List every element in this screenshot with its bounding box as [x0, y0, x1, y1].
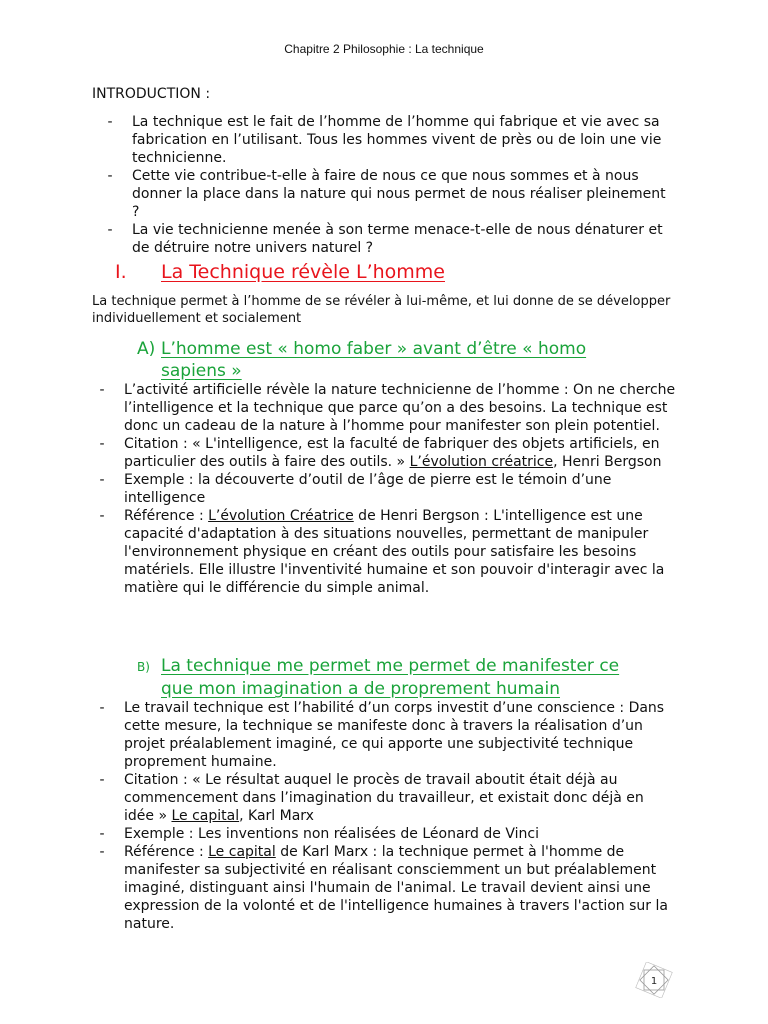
dash-bullet: - [107, 168, 113, 184]
work-title: Le capital [171, 808, 240, 824]
subsection-marker: A) [137, 339, 156, 359]
dash-bullet: - [99, 508, 105, 524]
page-number: 1 [650, 976, 658, 987]
dash-bullet: - [99, 826, 105, 842]
section-b-list [92, 699, 678, 933]
section-number: I. [115, 261, 127, 283]
subsection-title-line1: La technique me permet me permet de manifester ce [161, 656, 620, 676]
list-item: - Citation : « L'intelligence, est la faculté de fabriquer des objets artificiels, en particulier des outils à faire des outils. » L’évolution créatrice, Henri Bergson [92, 435, 678, 471]
dash-bullet: - [99, 844, 105, 860]
list-item: - Cette vie contribue-t-elle à faire de nous ce que nous sommes et à nous donner la place dans la nature qui nous permet de nous réaliser pleinement ? [100, 167, 675, 221]
section-intro-paragraph: La technique permet à l’homme de se révéler à lui-même, et lui donne de se développer individuellement et socialement [92, 294, 671, 326]
section-heading-1 [115, 260, 445, 284]
work-title: L’évolution créatrice [409, 454, 554, 470]
list-item: - L’activité artificielle révèle la nature technicienne de l’homme : On ne cherche l’intelligence et la technique que parce qu’on a des besoins. La technique est donc un cadeau de la nature à l’homme pour manifester son plein potentiel. [92, 381, 678, 435]
page-number-ornament-icon [634, 962, 674, 998]
dash-bullet: - [99, 700, 105, 716]
dash-bullet: - [99, 472, 105, 488]
subsection-heading-a [137, 338, 657, 382]
list-item: - La vie technicienne menée à son terme menace-t-elle de nous dénaturer et de détruire notre univers naturel ? [100, 221, 675, 257]
list-item: - La technique est le fait de l’homme de l’homme qui fabrique et vie avec sa fabrication en l’utilisant. Tous les hommes vivent de près ou de loin une vie technicienne. [100, 113, 675, 167]
subsection-title-line2: sapiens » [161, 361, 242, 381]
work-title: Le capital [208, 844, 276, 860]
intro-list [100, 113, 675, 257]
subsection-marker: B) [137, 660, 150, 674]
list-item: - Citation : « Le résultat auquel le procès de travail aboutit était déjà au commencement dans l’imagination du travailleur, et existait donc déjà en idée » Le capital, Karl Marx [92, 771, 678, 825]
dash-bullet: - [99, 772, 105, 788]
introduction-title: INTRODUCTION : [92, 86, 211, 102]
subsection-title-line1: L’homme est « homo faber » avant d’être « homo [161, 339, 587, 359]
list-item: - Exemple : Les inventions non réalisées de Léonard de Vinci [92, 825, 678, 843]
dash-bullet: - [99, 436, 105, 452]
list-item: - Référence : L’évolution Créatrice de Henri Bergson : L'intelligence est une capacité d'adaptation à des situations nouvelles, permettant de manipuler l'environnement physique en créant des outils pour satisfaire les besoins matériels. Elle illustre l'inventivité humaine et son pouvoir d'interagir avec la matière qui le différencie du simple animal. [92, 507, 678, 597]
work-title: L’évolution Créatrice [208, 508, 354, 524]
subsection-heading-b [137, 655, 677, 700]
section-a-list [92, 381, 678, 597]
list-item: - Exemple : la découverte d’outil de l’âge de pierre est le témoin d’une intelligence [92, 471, 678, 507]
dash-bullet: - [107, 222, 113, 238]
subsection-title-line2: que mon imagination a de proprement humain [161, 679, 560, 699]
list-item: - Le travail technique est l’habilité d’un corps investit d’une conscience : Dans cette mesure, la technique se manifeste donc à travers la réalisation d’un projet préalablement imaginé, ce qui apporte une subjectivité technique proprement humaine. [92, 699, 678, 771]
dash-bullet: - [107, 114, 113, 130]
page-header: Chapitre 2 Philosophie : La technique [284, 42, 484, 56]
section-title: La Technique révèle L’homme [161, 261, 445, 283]
list-item: - Référence : Le capital de Karl Marx : la technique permet à l'homme de manifester sa subjectivité en réalisant consciemment un but préalablement imaginé, distinguant ainsi l'humain de l'animal. Le travail devient ainsi une expression de la volonté et de l'intelligence humaines à travers l'action sur la nature. [92, 843, 678, 933]
dash-bullet: - [99, 382, 105, 398]
